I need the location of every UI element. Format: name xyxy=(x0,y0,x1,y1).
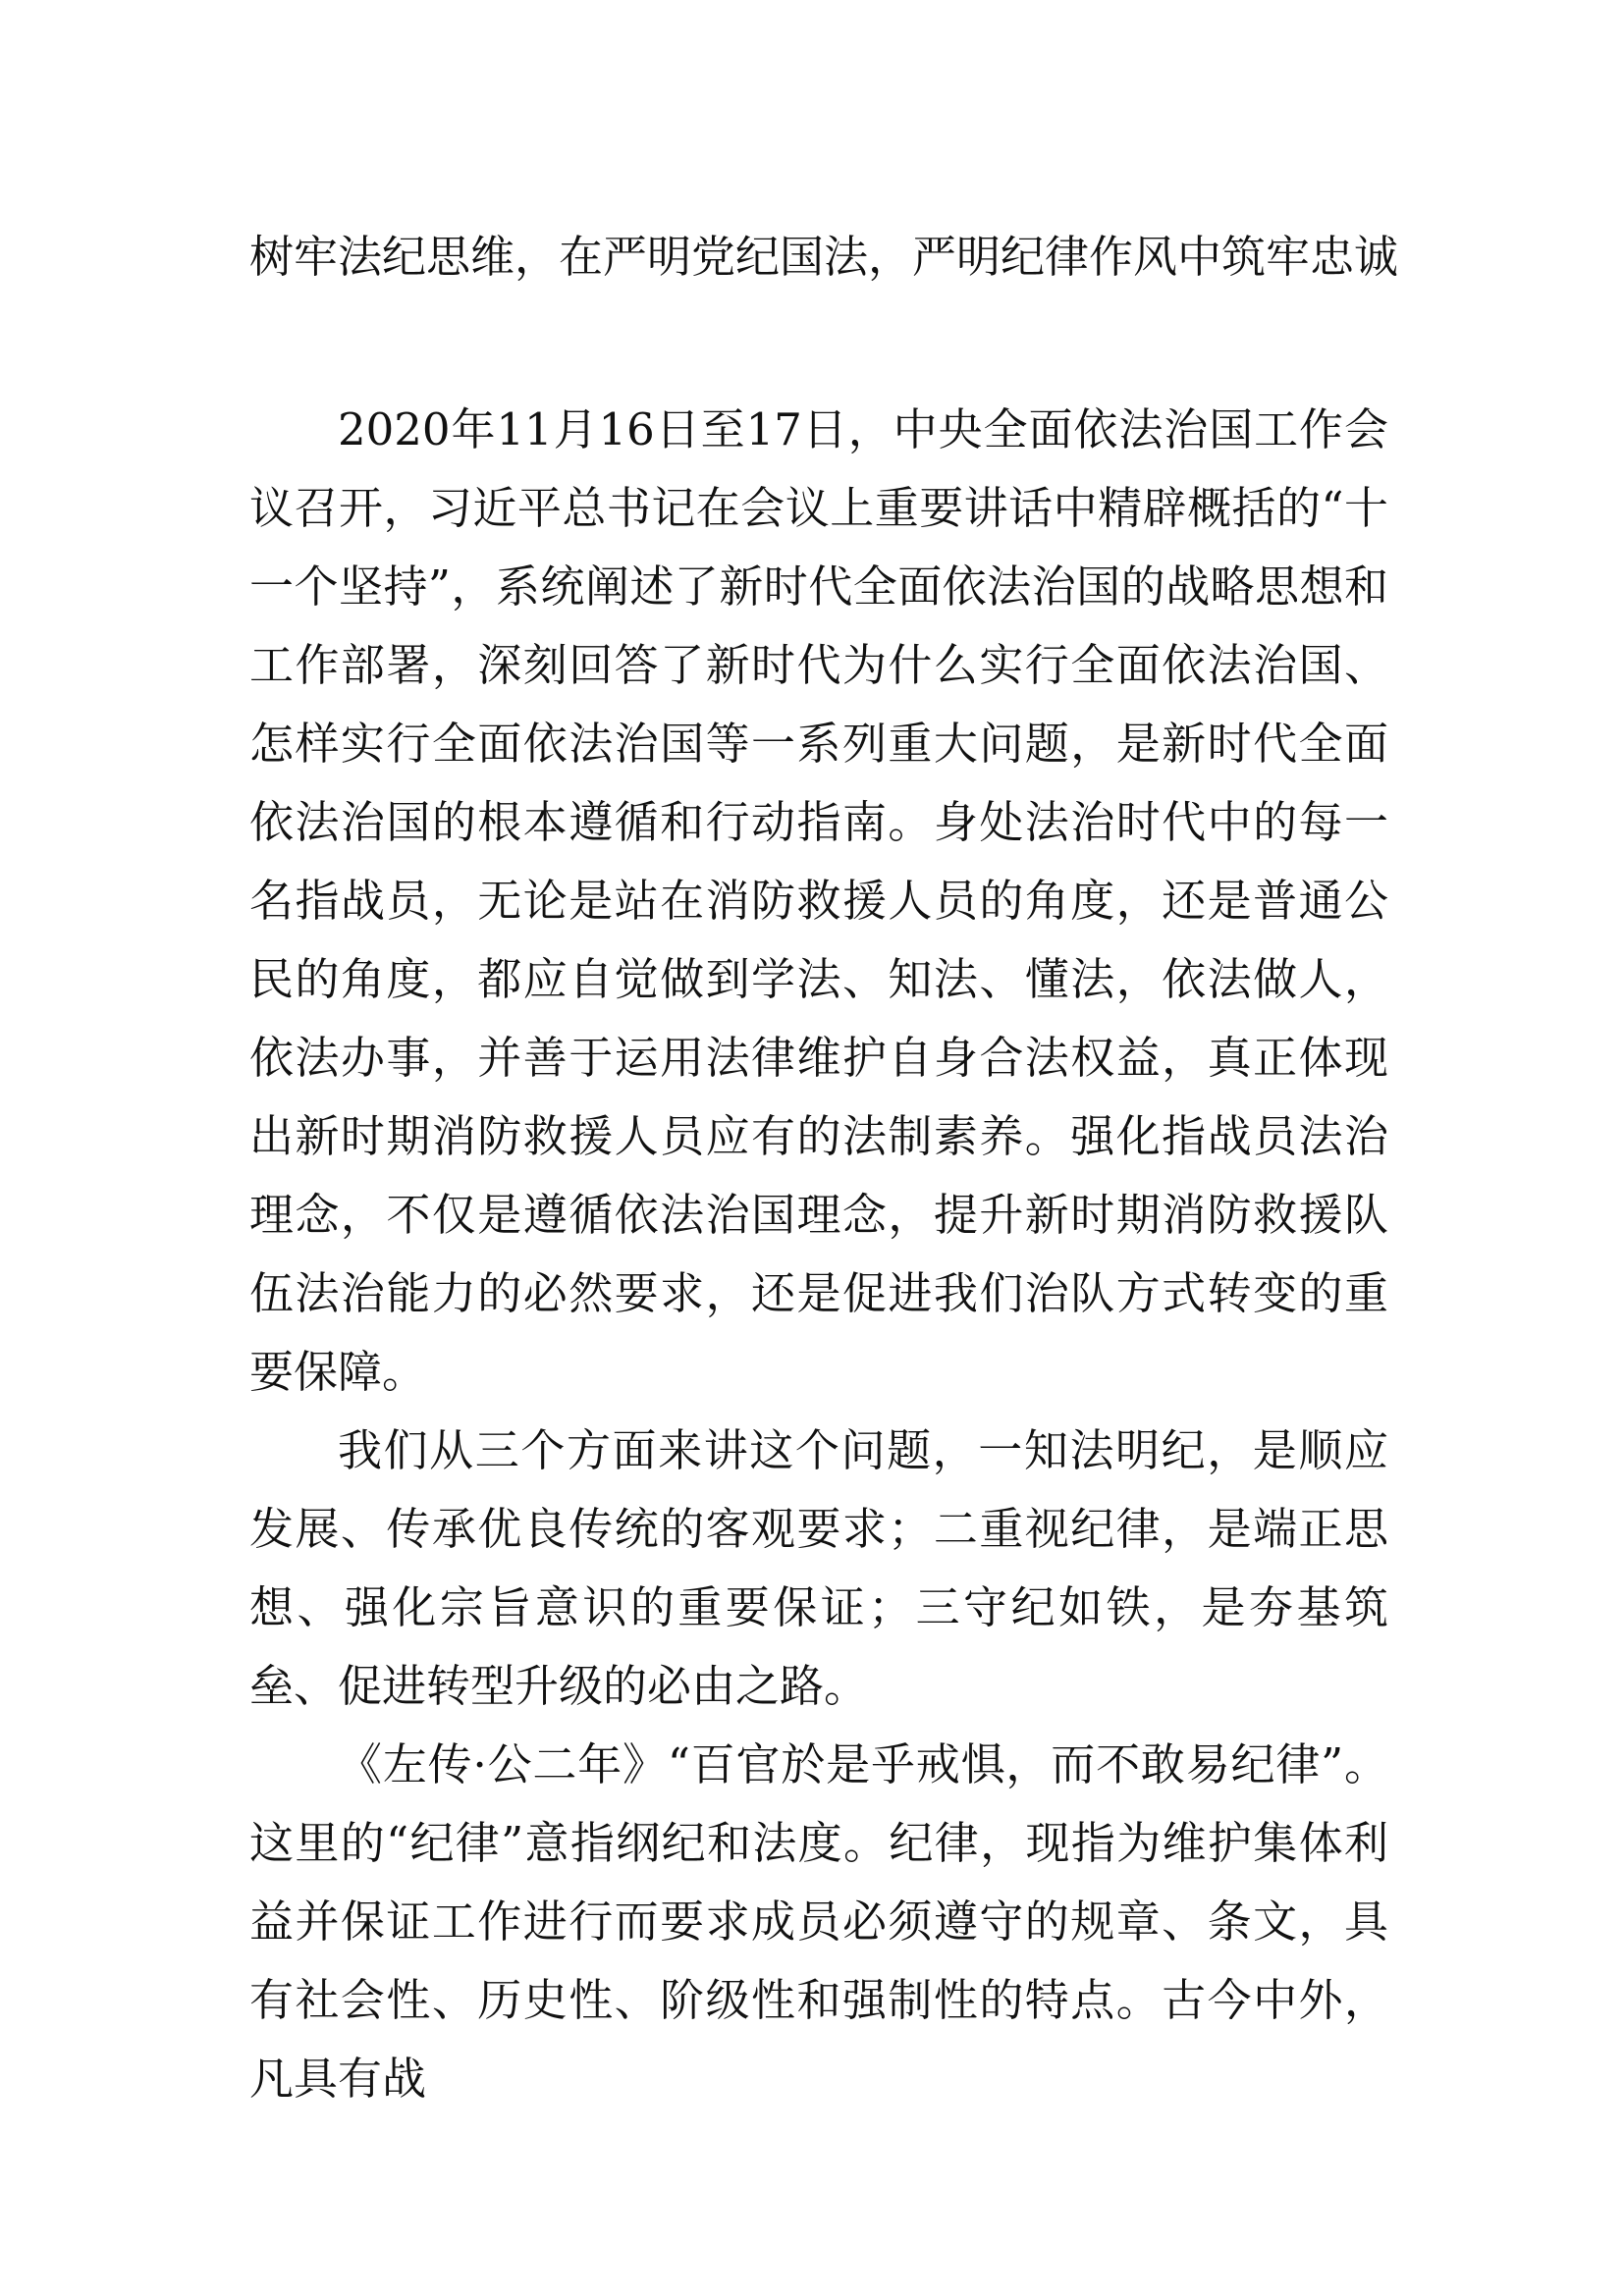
document-title: 树牢法纪思维，在严明党纪国法，严明纪律作风中筑牢忠诚 xyxy=(249,231,1399,283)
paragraph: 2020年11月16日至17日，中央全面依法治国工作会议召开，习近平总书记在会议上重要讲话中精辟概括的“十一个坚持”，系统阐述了新时代全面依法治国的战略思想和工作部署，深刻回答了新时代为什么实行全面依法治国、怎样实行全面依法治国等一系列重大问题，是新时代全面依法治国的根本遵循和行动指南。身处法治时代中的每一名指战员，无论是站在消防救援人员的角度，还是普通公民的角度，都应自觉做到学法、知法、懂法，依法做人，依法办事，并善于运用法律维护自身合法权益，真正体现出新时期消防救援人员应有的法制素养。强化指战员法治理念，不仅是遵循依法治国理念，提升新时期消防救援队伍法治能力的必然要求，还是促进我们治队方式转变的重要保障。 xyxy=(249,403,1388,1398)
document-body xyxy=(249,391,1388,2118)
paragraph: 《左传·公二年》“百官於是乎戒惧，而不敢易纪律”。这里的“纪律”意指纲纪和法度。纪律，现指为维护集体利益并保证工作进行而要求成员必须遵守的规章、条文，具有社会性、历史性、阶级性和强制性的特点。古今中外，凡具有战 xyxy=(249,1738,1388,2105)
paragraph: 我们从三个方面来讲这个问题，一知法明纪，是顺应发展、传承优良传统的客观要求；二重视纪律，是端正思想、强化宗旨意识的重要保证；三守纪如铁，是夯基筑垒、促进转型升级的必由之路。 xyxy=(249,1424,1388,1712)
